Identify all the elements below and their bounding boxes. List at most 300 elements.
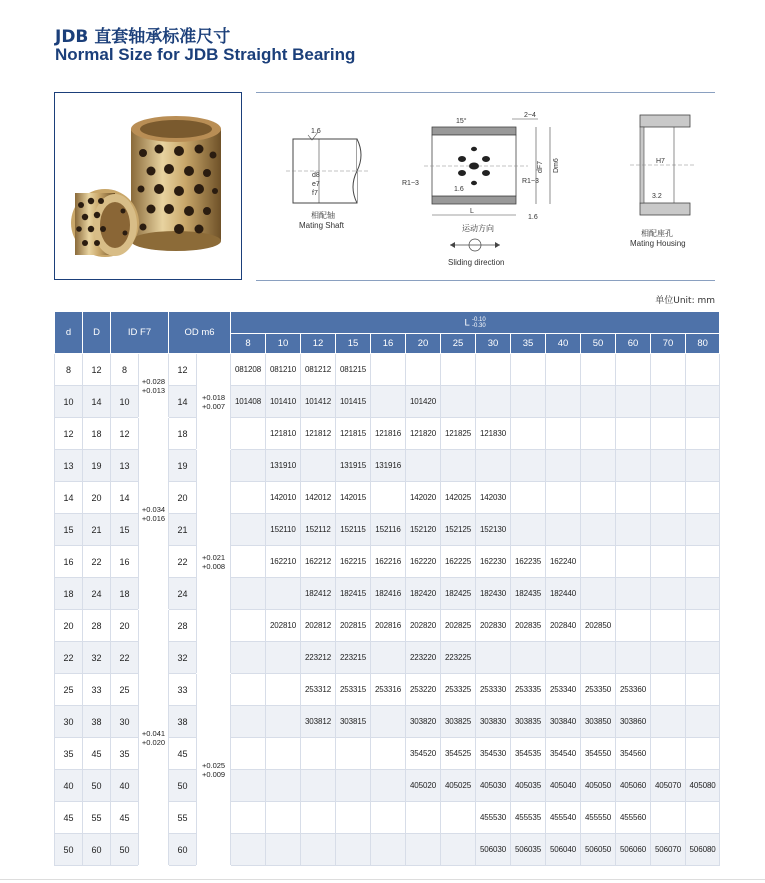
cell-D: 32 <box>83 642 111 674</box>
part-number-cell <box>651 450 686 482</box>
part-number-cell <box>476 642 511 674</box>
part-number-cell <box>511 418 546 450</box>
part-number-cell <box>231 642 266 674</box>
part-number-cell: 152112 <box>301 514 336 546</box>
cell-D: 18 <box>83 418 111 450</box>
part-number-cell: 455550 <box>581 802 616 834</box>
part-number-cell: 506030 <box>476 834 511 866</box>
part-number-cell <box>651 674 686 706</box>
part-number-cell <box>336 738 371 770</box>
part-number-cell: 142030 <box>476 482 511 514</box>
cell-id: 13 <box>111 450 139 482</box>
part-number-cell <box>511 514 546 546</box>
cell-d: 35 <box>55 738 83 770</box>
part-number-cell <box>231 418 266 450</box>
part-number-cell <box>511 482 546 514</box>
part-number-cell <box>511 354 546 386</box>
part-number-cell <box>336 834 371 866</box>
part-number-cell: 405030 <box>476 770 511 802</box>
part-number-cell: 142010 <box>266 482 301 514</box>
cell-D: 19 <box>83 450 111 482</box>
header-length-35: 35 <box>511 334 546 354</box>
part-number-cell <box>686 706 720 738</box>
part-number-cell <box>616 482 651 514</box>
part-number-cell <box>581 578 616 610</box>
part-number-cell <box>616 450 651 482</box>
cell-id: 30 <box>111 706 139 738</box>
cell-D: 33 <box>83 674 111 706</box>
part-number-cell <box>686 674 720 706</box>
part-number-cell <box>371 738 406 770</box>
diagram-bottom-rule <box>256 280 715 281</box>
part-number-cell: 506040 <box>546 834 581 866</box>
part-number-cell: 162230 <box>476 546 511 578</box>
header-length-50: 50 <box>581 334 616 354</box>
shaft-caption-cn: 相配轴 <box>311 211 335 220</box>
part-number-cell <box>581 482 616 514</box>
part-number-cell: 142015 <box>336 482 371 514</box>
part-number-cell: 121815 <box>336 418 371 450</box>
part-number-cell: 152116 <box>371 514 406 546</box>
mating-shaft-diagram <box>286 128 368 230</box>
part-number-cell: 121825 <box>441 418 476 450</box>
bearing-chamfer: 2~4 <box>524 112 536 119</box>
od-tolerance: +0.018 +0.007 <box>197 354 231 450</box>
part-number-cell <box>266 834 301 866</box>
part-number-cell: 405070 <box>651 770 686 802</box>
part-number-cell: 081210 <box>266 354 301 386</box>
part-number-cell: 253350 <box>581 674 616 706</box>
part-number-cell: 152115 <box>336 514 371 546</box>
cell-od: 32 <box>169 642 197 674</box>
cell-D: 20 <box>83 482 111 514</box>
header-length-10: 10 <box>266 334 301 354</box>
sliding-direction-en: Sliding direction <box>448 258 505 267</box>
part-number-cell: 081208 <box>231 354 266 386</box>
part-number-cell: 202825 <box>441 610 476 642</box>
part-number-cell <box>231 802 266 834</box>
part-number-cell: 081212 <box>301 354 336 386</box>
part-number-cell: 405080 <box>686 770 720 802</box>
part-number-cell <box>266 674 301 706</box>
cell-od: 22 <box>169 546 197 578</box>
part-number-cell: 081215 <box>336 354 371 386</box>
part-number-cell: 202850 <box>581 610 616 642</box>
part-number-cell: 253335 <box>511 674 546 706</box>
part-number-cell: 152125 <box>441 514 476 546</box>
bearing-angle: 15° <box>456 118 467 125</box>
part-number-cell <box>266 738 301 770</box>
part-number-cell <box>476 354 511 386</box>
shaft-fit-f7: f7 <box>312 190 318 197</box>
part-number-cell <box>476 386 511 418</box>
cell-D: 55 <box>83 802 111 834</box>
part-number-cell <box>581 450 616 482</box>
part-number-cell: 354550 <box>581 738 616 770</box>
part-number-cell: 121816 <box>371 418 406 450</box>
header-D: D <box>83 312 111 354</box>
engineering-diagrams <box>256 93 715 280</box>
part-number-cell: 101412 <box>301 386 336 418</box>
part-number-cell: 253340 <box>546 674 581 706</box>
part-number-cell: 162225 <box>441 546 476 578</box>
part-number-cell <box>581 354 616 386</box>
housing-fit: H7 <box>656 158 665 165</box>
shaft-fit-d8: d8 <box>312 172 320 179</box>
header-length-20: 20 <box>406 334 441 354</box>
part-number-cell <box>651 386 686 418</box>
part-number-cell: 121810 <box>266 418 301 450</box>
part-number-cell <box>546 418 581 450</box>
part-number-cell: 253316 <box>371 674 406 706</box>
part-number-cell <box>406 450 441 482</box>
size-table <box>54 311 720 866</box>
part-number-cell: 152110 <box>266 514 301 546</box>
part-number-cell <box>231 450 266 482</box>
part-number-cell <box>581 546 616 578</box>
cell-od: 55 <box>169 802 197 834</box>
id-tolerance: +0.028 +0.013 <box>139 354 169 418</box>
part-number-cell <box>266 802 301 834</box>
bearing-radius-right: R1~3 <box>522 178 539 185</box>
part-number-cell: 303820 <box>406 706 441 738</box>
cell-id: 45 <box>111 802 139 834</box>
part-number-cell: 162210 <box>266 546 301 578</box>
part-number-cell: 253312 <box>301 674 336 706</box>
part-number-cell <box>406 802 441 834</box>
part-number-cell: 223215 <box>336 642 371 674</box>
cell-d: 13 <box>55 450 83 482</box>
part-number-cell: 303825 <box>441 706 476 738</box>
cell-d: 15 <box>55 514 83 546</box>
cell-D: 50 <box>83 770 111 802</box>
cell-od: 38 <box>169 706 197 738</box>
part-number-cell: 202830 <box>476 610 511 642</box>
part-number-cell: 405035 <box>511 770 546 802</box>
part-number-cell <box>616 514 651 546</box>
unit-label: 单位Unit: mm <box>655 296 715 306</box>
part-number-cell: 142025 <box>441 482 476 514</box>
part-number-cell: 131910 <box>266 450 301 482</box>
part-number-cell <box>371 354 406 386</box>
part-number-cell <box>441 354 476 386</box>
cell-d: 18 <box>55 578 83 610</box>
cell-d: 14 <box>55 482 83 514</box>
part-number-cell: 506060 <box>616 834 651 866</box>
part-number-cell: 152130 <box>476 514 511 546</box>
cell-d: 40 <box>55 770 83 802</box>
page-title-en: Normal Size for JDB Straight Bearing <box>55 45 356 64</box>
od-tolerance: +0.021 +0.008 <box>197 450 231 674</box>
part-number-cell: 303815 <box>336 706 371 738</box>
cell-d: 30 <box>55 706 83 738</box>
part-number-cell: 162216 <box>371 546 406 578</box>
part-number-cell: 142012 <box>301 482 336 514</box>
part-number-cell <box>266 770 301 802</box>
part-number-cell: 223212 <box>301 642 336 674</box>
sliding-direction-cn: 运动方向 <box>462 224 494 233</box>
header-length-40: 40 <box>546 334 581 354</box>
part-number-cell: 162215 <box>336 546 371 578</box>
cell-od: 14 <box>169 386 197 418</box>
cell-od: 18 <box>169 418 197 450</box>
header-L: L -0.10 -0.30 <box>231 312 720 334</box>
part-number-cell <box>231 770 266 802</box>
part-number-cell: 182420 <box>406 578 441 610</box>
part-number-cell: 253330 <box>476 674 511 706</box>
cell-id: 14 <box>111 482 139 514</box>
header-length-80: 80 <box>686 334 720 354</box>
part-number-cell: 223220 <box>406 642 441 674</box>
part-number-cell: 182430 <box>476 578 511 610</box>
table-row <box>55 610 720 642</box>
part-number-cell: 303850 <box>581 706 616 738</box>
part-number-cell <box>546 642 581 674</box>
id-tolerance: +0.041 +0.020 <box>139 610 169 866</box>
cell-od: 28 <box>169 610 197 642</box>
part-number-cell: 455560 <box>616 802 651 834</box>
part-number-cell <box>371 770 406 802</box>
part-number-cell <box>441 386 476 418</box>
part-number-cell: 202812 <box>301 610 336 642</box>
part-number-cell <box>231 514 266 546</box>
housing-caption-en: Mating Housing <box>630 239 686 248</box>
part-number-cell: 182412 <box>301 578 336 610</box>
cell-d: 25 <box>55 674 83 706</box>
part-number-cell: 354520 <box>406 738 441 770</box>
part-number-cell: 121812 <box>301 418 336 450</box>
cell-id: 40 <box>111 770 139 802</box>
mating-housing-diagram <box>630 115 696 248</box>
part-number-cell <box>651 610 686 642</box>
part-number-cell: 223225 <box>441 642 476 674</box>
cell-D: 45 <box>83 738 111 770</box>
part-number-cell <box>231 834 266 866</box>
part-number-cell <box>231 578 266 610</box>
part-number-cell: 101420 <box>406 386 441 418</box>
part-number-cell: 202815 <box>336 610 371 642</box>
part-number-cell: 121830 <box>476 418 511 450</box>
part-number-cell <box>686 738 720 770</box>
id-tolerance: +0.034 +0.016 <box>139 418 169 610</box>
cell-D: 28 <box>83 610 111 642</box>
bearing-roughness-out: 1.6 <box>528 214 538 221</box>
header-length-12: 12 <box>301 334 336 354</box>
part-number-cell <box>511 450 546 482</box>
cell-id: 22 <box>111 642 139 674</box>
part-number-cell <box>686 482 720 514</box>
part-number-cell: 405040 <box>546 770 581 802</box>
part-number-cell <box>686 450 720 482</box>
part-number-cell <box>476 450 511 482</box>
cell-od: 60 <box>169 834 197 866</box>
part-number-cell: 182416 <box>371 578 406 610</box>
part-number-cell <box>651 514 686 546</box>
part-number-cell: 405020 <box>406 770 441 802</box>
cell-id: 15 <box>111 514 139 546</box>
part-number-cell <box>616 546 651 578</box>
part-number-cell <box>546 386 581 418</box>
bearing-dm6: Dm6 <box>553 158 560 173</box>
cell-id: 16 <box>111 546 139 578</box>
part-number-cell <box>371 482 406 514</box>
part-number-cell: 162240 <box>546 546 581 578</box>
cell-d: 50 <box>55 834 83 866</box>
part-number-cell <box>511 642 546 674</box>
cell-od: 24 <box>169 578 197 610</box>
part-number-cell: 506035 <box>511 834 546 866</box>
part-number-cell: 303830 <box>476 706 511 738</box>
part-number-cell <box>231 674 266 706</box>
part-number-cell: 506070 <box>651 834 686 866</box>
part-number-cell <box>371 802 406 834</box>
page-title-cn: JDB 直套轴承标准尺寸 <box>55 27 231 47</box>
bearing-radius-left: R1~3 <box>402 180 419 187</box>
part-number-cell <box>546 514 581 546</box>
part-number-cell <box>686 386 720 418</box>
part-number-cell <box>266 578 301 610</box>
part-number-cell: 303835 <box>511 706 546 738</box>
cell-id: 20 <box>111 610 139 642</box>
part-number-cell <box>651 738 686 770</box>
part-number-cell <box>406 834 441 866</box>
part-number-cell <box>581 642 616 674</box>
cell-D: 38 <box>83 706 111 738</box>
part-number-cell <box>616 578 651 610</box>
cell-d: 45 <box>55 802 83 834</box>
bearing-df7: dF7 <box>537 160 544 173</box>
part-number-cell: 101408 <box>231 386 266 418</box>
shaft-fit-e7: e7 <box>312 181 320 188</box>
part-number-cell <box>616 386 651 418</box>
part-number-cell <box>231 706 266 738</box>
cell-od: 45 <box>169 738 197 770</box>
part-number-cell <box>686 578 720 610</box>
part-number-cell: 202835 <box>511 610 546 642</box>
part-number-cell: 303840 <box>546 706 581 738</box>
part-number-cell <box>301 450 336 482</box>
part-number-cell: 455530 <box>476 802 511 834</box>
part-number-cell: 182440 <box>546 578 581 610</box>
part-number-cell <box>231 546 266 578</box>
cell-D: 24 <box>83 578 111 610</box>
part-number-cell: 303812 <box>301 706 336 738</box>
part-number-cell <box>616 610 651 642</box>
part-number-cell: 253360 <box>616 674 651 706</box>
part-number-cell <box>301 770 336 802</box>
header-length-25: 25 <box>441 334 476 354</box>
bearing-photo <box>54 92 242 280</box>
part-number-cell <box>266 642 301 674</box>
part-number-cell <box>651 802 686 834</box>
part-number-cell: 253325 <box>441 674 476 706</box>
part-number-cell <box>651 578 686 610</box>
part-number-cell <box>651 418 686 450</box>
cell-d: 8 <box>55 354 83 386</box>
footer-rule <box>0 879 765 880</box>
part-number-cell: 354535 <box>511 738 546 770</box>
cell-id: 35 <box>111 738 139 770</box>
part-number-cell <box>231 610 266 642</box>
part-number-cell: 506050 <box>581 834 616 866</box>
part-number-cell: 131916 <box>371 450 406 482</box>
part-number-cell: 202810 <box>266 610 301 642</box>
part-number-cell <box>616 354 651 386</box>
cell-od: 12 <box>169 354 197 386</box>
part-number-cell: 405050 <box>581 770 616 802</box>
part-number-cell <box>651 642 686 674</box>
bearing-roughness: 1.6 <box>454 186 464 193</box>
part-number-cell <box>546 450 581 482</box>
cell-D: 60 <box>83 834 111 866</box>
part-number-cell: 101415 <box>336 386 371 418</box>
part-number-cell: 162220 <box>406 546 441 578</box>
part-number-cell: 506080 <box>686 834 720 866</box>
part-number-cell: 162235 <box>511 546 546 578</box>
part-number-cell: 455540 <box>546 802 581 834</box>
part-number-cell <box>336 802 371 834</box>
cell-id: 8 <box>111 354 139 386</box>
shaft-caption-en: Mating Shaft <box>299 221 344 230</box>
bearing-section-diagram <box>402 112 560 267</box>
part-number-cell <box>651 546 686 578</box>
cell-D: 12 <box>83 354 111 386</box>
header-length-15: 15 <box>336 334 371 354</box>
cell-D: 21 <box>83 514 111 546</box>
part-number-cell <box>371 706 406 738</box>
part-number-cell: 162212 <box>301 546 336 578</box>
housing-caption-cn: 相配座孔 <box>641 229 673 238</box>
bearing-length-label: L <box>470 208 474 215</box>
part-number-cell: 455535 <box>511 802 546 834</box>
part-number-cell <box>651 482 686 514</box>
part-number-cell <box>581 514 616 546</box>
cell-d: 10 <box>55 386 83 418</box>
header-length-8: 8 <box>231 334 266 354</box>
table-row <box>55 418 720 450</box>
part-number-cell <box>616 418 651 450</box>
part-number-cell <box>581 418 616 450</box>
part-number-cell: 182415 <box>336 578 371 610</box>
part-number-cell: 354525 <box>441 738 476 770</box>
part-number-cell <box>441 834 476 866</box>
cell-D: 22 <box>83 546 111 578</box>
part-number-cell: 253315 <box>336 674 371 706</box>
part-number-cell <box>686 418 720 450</box>
part-number-cell <box>406 354 441 386</box>
part-number-cell: 405025 <box>441 770 476 802</box>
part-number-cell <box>616 642 651 674</box>
cell-od: 33 <box>169 674 197 706</box>
part-number-cell: 152120 <box>406 514 441 546</box>
cell-od: 19 <box>169 450 197 482</box>
part-number-cell <box>546 482 581 514</box>
part-number-cell: 202820 <box>406 610 441 642</box>
part-number-cell <box>231 738 266 770</box>
header-id: ID F7 <box>111 312 169 354</box>
cell-id: 10 <box>111 386 139 418</box>
header-d: d <box>55 312 83 354</box>
part-number-cell: 202816 <box>371 610 406 642</box>
cell-od: 20 <box>169 482 197 514</box>
part-number-cell <box>371 834 406 866</box>
header-length-30: 30 <box>476 334 511 354</box>
housing-roughness: 3.2 <box>652 193 662 200</box>
part-number-cell: 121820 <box>406 418 441 450</box>
cell-id: 12 <box>111 418 139 450</box>
part-number-cell <box>686 354 720 386</box>
part-number-cell <box>301 834 336 866</box>
